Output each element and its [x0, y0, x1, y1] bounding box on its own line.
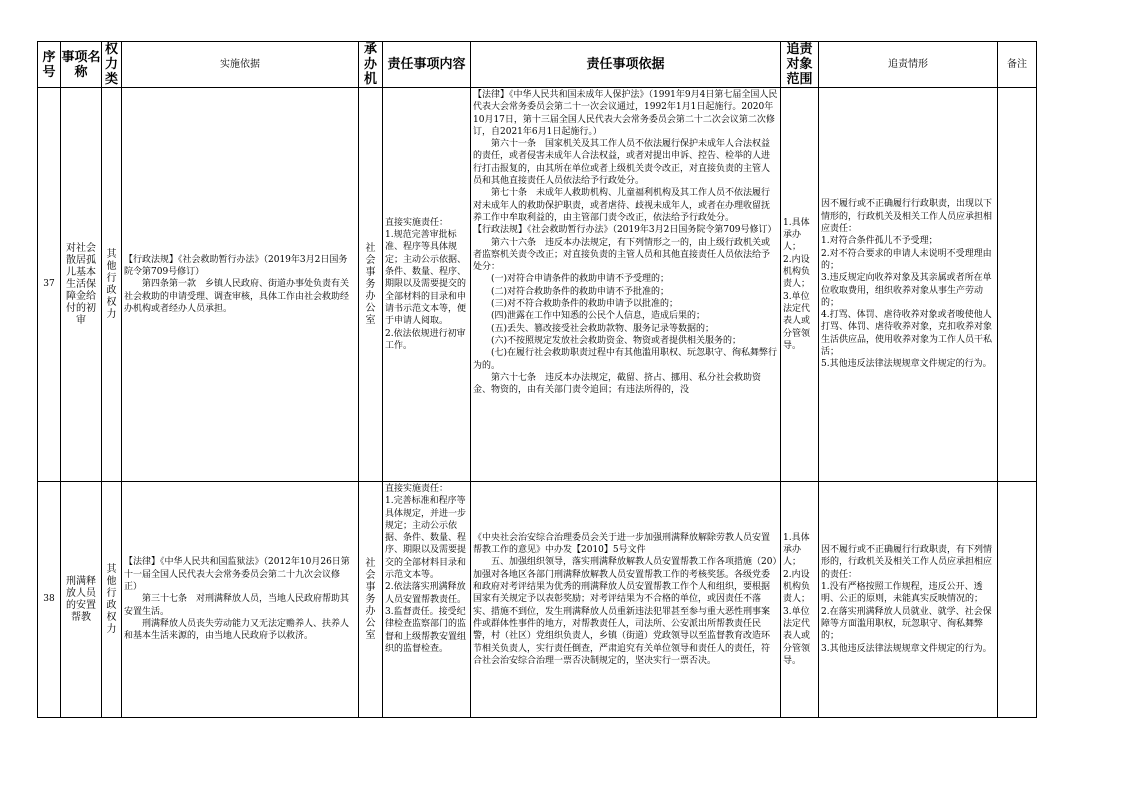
header-scope: 追责对象范围: [781, 42, 819, 88]
row-seq: 37: [38, 88, 61, 482]
row-duty: 直接实施责任： 1.规范完善审批标准、程序等具体规定；主动公示依据、条件、数量、程序、期限以及需要提交的全部材料的目录和申请书示范文本等，便于申请人阅取。 2.依法依规进行初审工作。: [383, 88, 471, 482]
header-duty-basis: 责任事项依据: [471, 42, 781, 88]
header-row: [38, 42, 1037, 88]
row-seq: 38: [38, 482, 61, 718]
row-scope: 1.具体承办人； 2.内设机构负责人； 3.单位法定代表人或分管领导。: [781, 88, 819, 482]
row-note: [998, 88, 1037, 482]
table-row: [38, 88, 1037, 482]
header-type: 权力类: [102, 42, 122, 88]
table-row: [38, 482, 1037, 718]
header-duty: 责任事项内容: [383, 42, 471, 88]
row-duty-basis: 《中央社会治安综合治理委员会关于进一步加强刑满释放解除劳教人员安置帮教工作的意见》中办发【2010】5号文件 五、加强组织领导，落实刑满释放解教人员安置帮教工作各项措施（20）加强对各地区各部门刑满释放解教人员安置帮教工作的考核奖惩。各级党委和政府对考评结果为优秀的刑满释放人员安置帮教工作个人和组织，要根据国家有关规定予以表彰奖励；对考评结果为不合格的单位，或因责任不落实、措施不到位，发生刑满释放人员重新违法犯罪甚至参与重大恶性刑事案件或群体性事件的地方，对帮教责任人，司法所、公安派出所帮教责任民警，村（社区）党组织负责人，乡镇（街道）党政领导以至监督教育改造环节相关负责人，实行责任倒查，严肃追究有关单位领导和责任人的责任，符合社会治安综合治理一票否决制规定的，坚决实行一票否决。: [471, 482, 781, 718]
row-situation: 因不履行或不正确履行行政职责，有下列情形的，行政机关及相关工作人员应承担相应的责任： 1.没有严格按照工作规程，违反公开、透明、公正的原则，未能真实反映情况的； 2.在落实刑满释放人员就业、就学、社会保障等方面滥用职权，玩忽职守、徇私舞弊的； 3.其他违反法律法规规章文件规定的行为。: [819, 482, 998, 718]
row-type: 其他行政权力: [102, 88, 122, 482]
row-note: [998, 482, 1037, 718]
header-name: 事项名称: [61, 42, 102, 88]
header-situation: 追责情形: [819, 42, 998, 88]
row-duty: 直接实施责任： 1.完善标准和程序等具体规定，并进一步规定；主动公示依据、条件、数量、程序、期限以及需要提交的全部材料目录和示范文本等。 2.依法落实刑满释放人员安置帮教责任。 3.监督责任。接受纪律检查监察部门的监督和上级帮教安置组织的监督检查。: [383, 482, 471, 718]
row-situation: 因不履行或不正确履行行政职责，出现以下情形的，行政机关及相关工作人员应承担相应责任： 1.对符合条件孤儿不予受理； 2.对不符合要求的申请人未说明不受理理由的； 3.违反规定向收养对象及其亲属或者所在单位收取费用，组织收养对象从事生产劳动的； 4.打骂、体罚、虐待收养对象或者唆使他人打骂、体罚、虐待收养对象，克扣收养对象生活供应品，使用收养对象为工作人员干私活； 5.其他违反法律法规规章文件规定的行为。: [819, 88, 998, 482]
responsibility-table: [37, 41, 1037, 718]
row-type: 其他行政权力: [102, 482, 122, 718]
row-basis: 【行政法规】《社会救助暂行办法》（2019年3月2日国务院令第709号修订） 第四条第一款 乡镇人民政府、街道办事处负责有关社会救助的申请受理、调查审核，具体工作由社会救助经办机构或者经办人员承担。: [122, 88, 359, 482]
row-basis: 【法律】《中华人民共和国监狱法》（2012年10月26日第十一届全国人民代表大会常务委员会第二十九次会议修正） 第三十七条 对刑满释放人员，当地人民政府帮助其安置生活。 刑满释放人员丧失劳动能力又无法定赡养人、扶养人和基本生活来源的，由当地人民政府予以救济。: [122, 482, 359, 718]
row-scope: 1.具体承办人； 2.内设机构负责人； 3.单位法定代表人或分管领导。: [781, 482, 819, 718]
row-name: 刑满释放人员的安置帮教: [61, 482, 102, 718]
header-seq: 序号: [38, 42, 61, 88]
row-org: 社会事务办公室: [359, 482, 383, 718]
row-org: 社会事务办公室: [359, 88, 383, 482]
header-basis: 实施依据: [122, 42, 359, 88]
header-org: 承办机: [359, 42, 383, 88]
header-note: 备注: [998, 42, 1037, 88]
row-name: 对社会散居孤儿基本生活保障金给付的初审: [61, 88, 102, 482]
row-duty-basis: 【法律】《中华人民共和国未成年人保护法》（1991年9月4日第七届全国人民代表大会常务委员会第二十一次会议通过，1992年1月1日起施行。2020年10月17日，第十三届全国人民代表大会常务委员会第二十二次会议第二次修订，自2021年6月1日起施行。） 第六十一条 国家机关及其工作人员不依法履行保护未成年人合法权益的责任，或者侵害未成年人合法权益，或者对提出申诉、控告、检举的人进行打击报复的，由其所在单位或者上级机关责令改正，对直接负责的主管人员和其他直接责任人员依法给予行政处分。 第七十条 未成年人救助机构、儿童福利机构及其工作人员不依法履行对未成年人的救助保护职责，或者虐待、歧视未成年人，或者在办理收留抚养工作中牟取利益的，由主管部门责令改正，依法给予行政处分。 【行政法规】《社会救助暂行办法》（2019年3月2日国务院令第709号修订） 第六十六条 违反本办法规定，有下列情形之一的，由上级行政机关或者监察机关责令改正；对直接负责的主管人员和其他直接责任人员依法给予处分： (一)对符合申请条件的救助申请不予受理的； (二)对符合救助条件的救助申请不予批准的； (三)对不符合救助条件的救助申请予以批准的； (四)泄露在工作中知悉的公民个人信息，造成后果的； (五)丢失、篡改接受社会救助款物、服务记录等数据的； (六)不按照规定发放社会救助资金、物资或者提供相关服务的； (七)在履行社会救助职责过程中有其他滥用职权、玩忽职守、徇私舞弊行为的。 第六十七条 违反本办法规定，截留、挤占、挪用、私分社会救助资金、物资的，由有关部门责令追回；有违法所得的，没: [471, 88, 781, 482]
